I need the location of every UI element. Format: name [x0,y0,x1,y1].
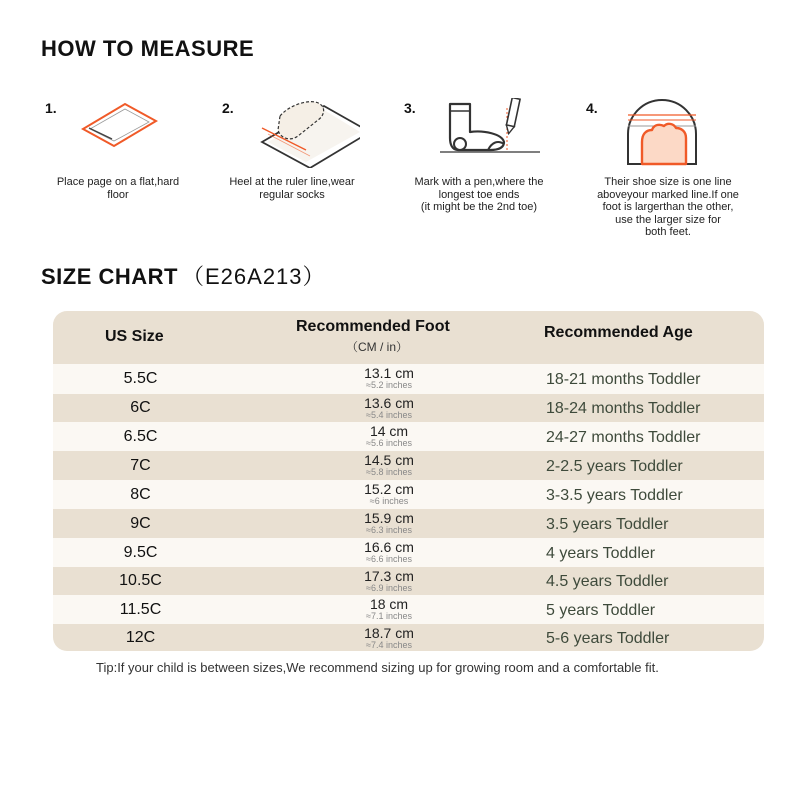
step-caption: Their shoe size is one line aboveyour marked line.If one foot is largerthan the other, use the larger size for both feet. [597,176,739,238]
step-number: 4. [586,100,598,116]
header-us-size: US Size [105,328,164,345]
us-size-cell: 9.5C [123,543,158,561]
foot-inches-cell: ≈5.4 inches [366,410,412,420]
measure-step-1 [45,98,225,248]
size-chart-title [41,260,326,291]
foot-cm-cell: 18 cm [369,596,409,612]
foot-cm-cell: 14.5 cm [364,452,414,468]
product-code: （E26A213） [182,264,326,289]
foot-cm-cell: 13.6 cm [364,395,414,411]
foot-inches-cell: ≈7.4 inches [366,640,412,650]
foot-cm-cell: 15.2 cm [364,481,414,497]
age-cell: 5-6 years Toddler [546,629,670,647]
us-size-cell: 6.5C [123,427,158,445]
table-row [53,394,764,422]
table-row [53,624,764,651]
size-table [53,311,764,651]
age-cell: 3.5 years Toddler [546,515,669,533]
us-size-cell: 5.5C [123,370,158,387]
step-number: 1. [45,100,57,116]
foot-cm-cell: 15.9 cm [364,510,414,526]
step-caption: Place page on a flat,hard floor [56,176,180,201]
foot-inches-cell: ≈5.2 inches [366,380,412,390]
us-size-cell: 10.5C [119,572,162,589]
foot-inches-cell: ≈5.8 inches [366,467,412,477]
us-size-cell: 11.5C [119,600,162,618]
step-number: 2. [222,100,234,116]
table-row [53,451,764,480]
foot-inches-cell: ≈6 inches [369,496,409,506]
measure-step-3 [404,98,584,248]
foot-inches-cell: ≈6.3 inches [366,525,412,535]
us-size-cell: 7C [130,456,151,474]
foot-cm-cell: 16.6 cm [364,539,414,555]
age-cell: 18-24 months Toddler [546,400,701,417]
heel-on-ruler-icon [260,98,360,168]
foot-cm-cell: 13.1 cm [364,365,414,381]
paper-on-floor-icon [78,98,168,158]
foot-inches-cell: ≈5.6 inches [366,438,412,448]
foot-cm-cell: 14 cm [369,423,409,439]
table-header [53,311,764,364]
us-size-cell: 8C [130,485,151,503]
foot-inches-cell: ≈7.1 inches [366,611,412,621]
step-caption: Heel at the ruler line,wear regular socks [229,176,355,201]
table-row [53,422,764,451]
foot-inches-cell: ≈6.6 inches [366,554,412,564]
table-row [53,364,764,394]
table-row [53,538,764,567]
table-row [53,509,764,538]
header-recommended-age: Recommended Age [544,324,693,341]
age-cell: 2-2.5 years Toddler [546,457,683,475]
sock-and-pen-icon [440,98,540,158]
foot-inches-cell: ≈6.9 inches [366,583,412,593]
size-chart-heading: SIZE CHART [41,264,178,289]
header-foot-units: （CM / in） [346,340,409,354]
us-size-cell: 12C [125,628,156,646]
age-cell: 5 years Toddler [546,601,656,619]
table-row [53,595,764,624]
table-row [53,480,764,509]
step-caption: Mark with a pen,where the longest toe ends (it might be the 2nd toe) [414,176,544,213]
foot-cm-cell: 18.7 cm [364,625,414,641]
step-number: 3. [404,100,416,116]
age-cell: 4 years Toddler [546,544,656,562]
sizing-tip: Tip:If your child is between sizes,We recommend sizing up for growing room and a comfortable fit. [96,660,659,675]
us-size-cell: 9C [130,514,151,532]
age-cell: 4.5 years Toddler [546,573,669,590]
age-cell: 24-27 months Toddler [546,428,701,446]
header-recommended-foot: Recommended Foot [296,318,450,335]
measure-step-2 [222,98,402,248]
measure-step-4 [586,98,766,248]
age-cell: 3-3.5 years Toddler [546,486,683,504]
age-cell: 18-21 months Toddler [546,371,701,388]
table-row [53,567,764,595]
foot-size-line-icon [622,98,702,168]
how-to-measure-title: HOW TO MEASURE [41,36,255,61]
foot-cm-cell: 17.3 cm [364,568,414,584]
us-size-cell: 6C [130,399,151,416]
